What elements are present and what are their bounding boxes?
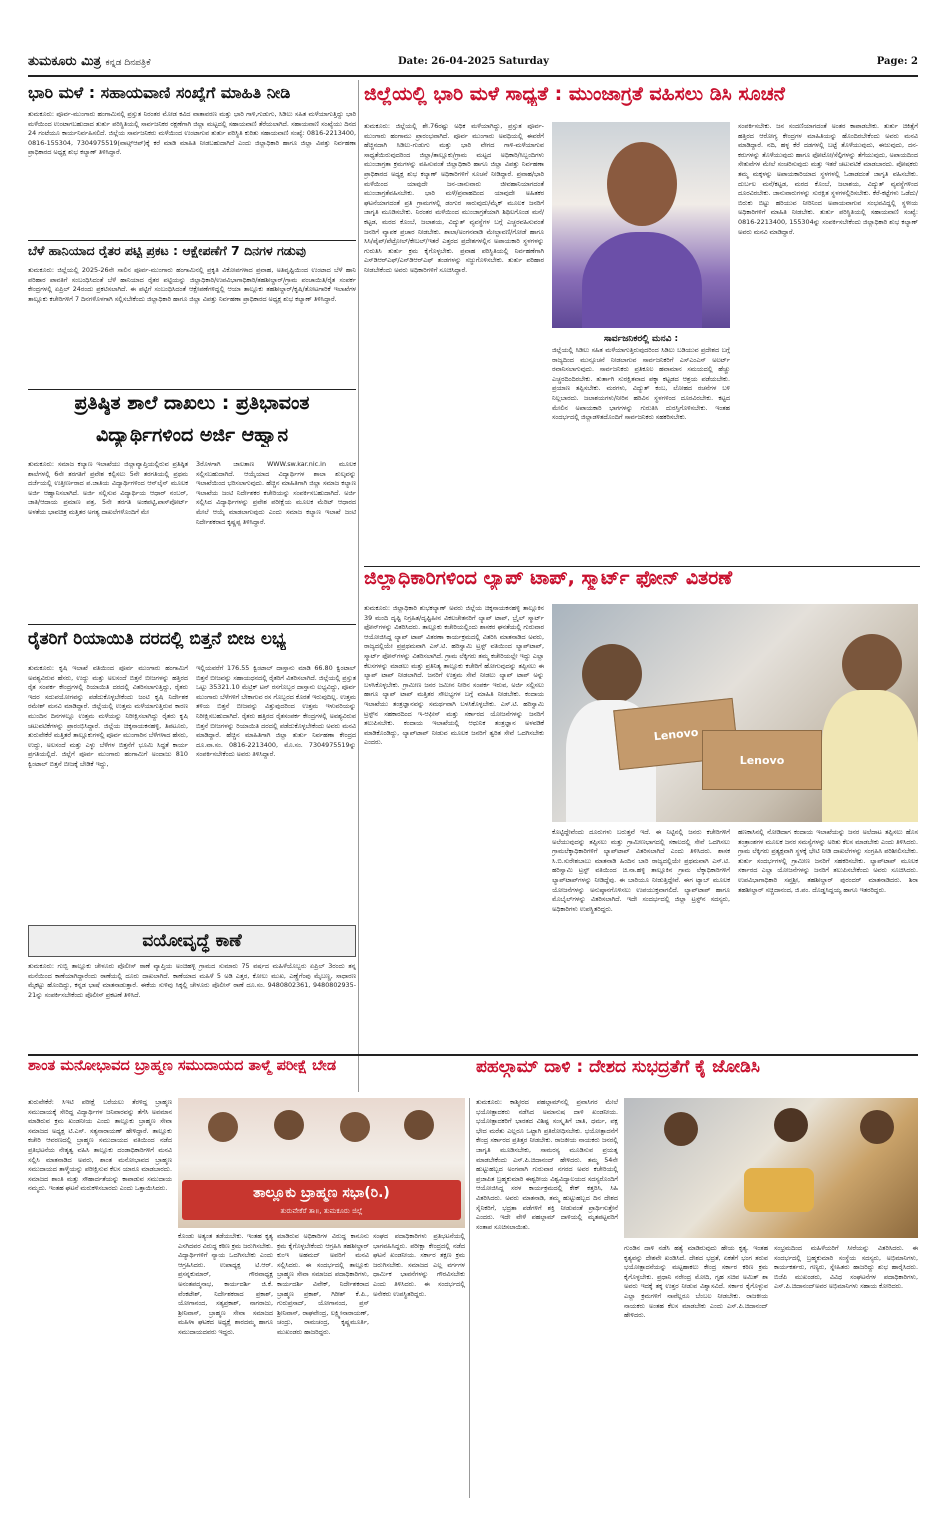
article-rain-body-col3: ಸಂಪರ್ಕಿಸಬೇಕು. ಜನ ಸಂದಣಿಯಾಗದಂತೆ ಅಂತರ ಕಾಪಾಡಬೇಕು. ತುರ್ತು ಚಿಕಿತ್ಸೆಗೆ ಹತ್ತಿರದ ಆರೋಗ್ಯ ಕೇಂದ್ರಗಳ ಮಾಹಿತಿಯನ್ನು ಹೊಂದಿರಬೇಕೆಂದು ಅವರು ಮನವಿ ಮಾಡಿದ್ದಾರೆ. ನದಿ, ಹಳ್ಳ ಕೆರೆ ದಡಗಳಲ್ಲಿ ಬಟ್ಟೆ ತೊಳೆಯುವುದು, ಈಜುವುದು, ದನ-ಕರುಗಳನ್ನು ತೊಳೆಯುವುದು ಹಾಗೂ ಫೋಟೋ/ಸೆಲ್ಫಿಗಳನ್ನು ತೆಗೆಯುವುದು, ಅಪಾಯದಿಂದ ಸೇತುವೆಗಳ ಮೇಲೆ ಸಂಚರಿಸುವುದು ಮತ್ತು ಇತರೆ ಚಟುವಟಿಕೆ ಮಾಡಬಾರದು. ಪೋಷಕರು ತಮ್ಮ ಮಕ್ಕಳನ್ನು ಅಪಾಯಕಾರಿಯಾದ ಸ್ಥಳಗಳಲ್ಲಿ ಓಡಾಡದಂತೆ ಜಾಗೃತಿ ವಹಿಸಬೇಕು. ದುರ್ಬಲ ಮನೆ/ಕಟ್ಟಡ, ಮರದ ಕೊಂಬೆ, ಜಲಾಶಯ, ವಿದ್ಯುತ್ ವ್ಯವಸ್ಥೆಗಳಿಂದ ದೂರವಿರಬೇಕು. ಜಾನುವಾರುಗಳನ್ನು ಸುರಕ್ಷಿತ ಸ್ಥಳಗಳಲ್ಲಿರಿಸಬೇಕು. ಕೆರೆ-ಕಟ್ಟೆಗಳು ಒಡೆದು/ಬಿರುಕು ಬಿಟ್ಟು ಹರಿಯುವ ನೀರಿನಿಂದ ಅಪಾಯವಾಗುವ ಸಂಭವವಿದ್ದಲ್ಲಿ ಸ್ಥಳೀಯ ಅಧಿಕಾರಿಗಳಿಗೆ ಮಾಹಿತಿ ನೀಡಬೇಕು. ತುರ್ತು ಪರಿಸ್ಥಿತಿಯಲ್ಲಿ ಸಹಾಯವಾಣಿ ಸಂಖ್ಯೆ: 0816-2213400, 155304ನ್ನು ಸಂಪರ್ಕಿಸಬೇಕೆಂದು ಜಿಲ್ಲಾಧಿಕಾರಿ ಶುಭ ಕಲ್ಯಾಣ್ ಅವರು ಮನವಿ ಮಾಡಿದ್ದಾರೆ. [738,122,918,236]
headline-rain-alert: ಜಿಲ್ಲೆಯಲ್ಲಿ ಭಾರಿ ಮಳೆ ಸಾಧ್ಯತೆ : ಮುಂಜಾಗ್ರತೆ ವಹಿಸಲು ಡಿಸಿ ಸೂಚನೆ [364,84,785,105]
article-pahalgam-body-col2: ಗುಂಡಿನ ದಾಳಿ ನಡೆಸಿ ಹತ್ಯೆ ಮಾಡಿರುವುದು ಹೇಯ ಕೃತ್ಯ. ಇಂತಹ ಕೃತ್ಯವನ್ನು ದೇಶವೇ ಖಂಡಿಸಿದೆ. ದೇಶದ ಭದ್ರತೆ, ಏಕತೆಗೆ ಭಂಗ ತರುವ ಭಯೋತ್ಪಾದನೆಯನ್ನು ಮಟ್ಟಹಾಕಲು ಕೇಂದ್ರ ಸರ್ಕಾರ ಕಠಿಣ ಕ್ರಮ ಕೈಗೊಳ್ಳಬೇಕು. ಪ್ರಧಾನಿ ನರೇಂದ್ರ ಮೋದಿ, ಗೃಹ ಸಚಿವ ಅಮಿತ್ ಶಾ ಅವರು ಇದಕ್ಕೆ ತಕ್ಕ ಉತ್ತರ ನೀಡುವ ವಿಶ್ವಾಸವಿದೆ. ಸರ್ಕಾರ ಕೈಗೊಳ್ಳುವ ಎಲ್ಲಾ ಕ್ರಮಗಳಿಗೆ ನಾವೆಲ್ಲರೂ ಬೆಂಬಲ ನೀಡಬೇಕು. ರಾಜಕೀಯ ನಾಯಕರು ಅಂತಹ ಕೆಲಸ ಮಾಡಬೇಕು ಎಂದು ಎಸ್.ಪಿ.ಚಿದಾನಂದ್ ಹೇಳಿದರು. [624,1244,768,1320]
pahalgam-event-photo [624,1098,918,1238]
photo-person-shape [860,1110,894,1144]
article-elderly-body: ತುಮಕೂರು: ಗುಬ್ಬಿ ತಾಲ್ಲೂಕು ಚೇಳೂರು ಪೊಲೀಸ್ ಠಾಣೆ ವ್ಯಾಪ್ತಿಯ ಅಂಚಿಹಳ್ಳಿ ಗ್ರಾಮದ ಸುಮಾರು 75 ವರ್ಷದ ಮಹಿಳೆಯೊಬ್ಬರು ಏಪ್ರಿಲ್ 3ರಂದು ತನ್ನ ಮನೆಯಿಂದ ಕಾಣೆಯಾಗಿದ್ದಾರೆಂದು ಠಾಣೆಯಲ್ಲಿ ದೂರು ದಾಖಲಾಗಿದೆ. ಕಾಣೆಯಾದ ಮಹಿಳೆ 5 ಅಡಿ ಎತ್ತರ, ಕೋಲು ಮುಖ, ಎಣ್ಣೆಗೆಂಪು ಮೈಬಣ್ಣ, ಸಾಧಾರಣ ಮೈಕಟ್ಟು ಹೊಂದಿದ್ದು, ಕನ್ನಡ ಭಾಷೆ ಮಾತನಾಡುತ್ತಾರೆ. ಈಕೆಯ ಸುಳಿವು ಸಿಕ್ಕಲ್ಲಿ ಚೇಳೂರು ಪೊಲೀಸ್ ಠಾಣೆ ದೂ.ಸಂ. 9480802361, 9480802935-21ನ್ನು ಸಂಪರ್ಕಿಸಬೇಕೆಂದು ಪೊಲೀಸ್ ಪ್ರಕಟಣೆ ತಿಳಿಸಿದೆ. [28,962,356,999]
article-brahmin-body-col2: ಕೊಂಡು ಅತ್ಯಂತ ತಡೆಯಬೇಕು. ಇಂತಹ ಕೃತ್ಯ ಎಸಗಿದವರ ವಿರುದ್ಧ ಕಠಿಣ ಕ್ರಮ ಜರುಗಿಸಬೇಕು. ವಿದ್ಯಾರ್ಥಿಗಳಿಗೆ ನ್ಯಾಯ ಒದಗಿಸಬೇಕು ಎಂದು ಆಗ್ರಹಿಸಿದರು. ಉಪಾಧ್ಯಕ್ಷ ಟಿ.ಆರ್. ಪ್ರಸನ್ನಕುಮಾರ್, ಗೌರವಾಧ್ಯಕ್ಷ ಅನಂತಪದ್ಮನಾಭ, ಕಾರ್ಯದರ್ಶಿ ಜಿ.ಕೆ. ವೆಂಕಟೇಶ್, ನಿರ್ದೇಶಕರಾದ ಪ್ರಕಾಶ್, ಯೋಗಾನಂದ, ಸತ್ಯಪ್ರಕಾಶ್, ನಾಗರಾಜು, ಶ್ರೀನಿವಾಸ್, ಬ್ರಾಹ್ಮಣ ಸೇವಾ ಸಮಾಜದ ಮಹಿಳಾ ಘಟಕದ ಅಧ್ಯಕ್ಷೆ ಶಾರದಮ್ಮ ಹಾಗೂ ಸಮುದಾಯದವರು ಇದ್ದರು. [178,1232,273,1336]
photo-person-shape [340,1112,370,1142]
article-brahmin-body-col3: ಮಾಡಿರುವ ಅಧಿಕಾರಿಗಳ ವಿರುದ್ಧ ಕಾನೂನು ಕ್ರಮ ಕೈಗೊಳ್ಳಬೇಕೆಂದು ಆಗ್ರಹಿಸಿ ತಹಶೀಲ್ದಾರ್ ಕುಂಇ ಅಹಮದ್ ಅವರಿಗೆ ಮನವಿ ಸಲ್ಲಿಸಿದರು. ಈ ಸಂದರ್ಭದಲ್ಲಿ ತಾಲ್ಲೂಕು ಬ್ರಾಹ್ಮಣ ಸೇವಾ ಸಮಾಜದ ಪದಾಧಿಕಾರಿಗಳು, ಕಾರ್ಯದರ್ಶಿ ವಿವೇಕ್, ನಿರ್ದೇಶಕರಾದ ಬ್ರಾಹ್ಮಣ ಪ್ರಕಾಶ್, ಗಿರೀಶ್ ಕೆ.ಪಿ., ಗುರುಪ್ರಸಾದ್, ಯೋಗಾನಂದ, ಪ್ರಸ್ ಶ್ರೀನಿವಾಸ್, ರಾಘವೇಂದ್ರ, ಲಕ್ಷ್ಮೀನಾರಾಯಣ್, ಚಂದ್ರು, ರಾಮಚಂದ್ರ, ಕೃಷ್ಣಮೂರ್ತಿ, ಮುಖಂಡರು ಹಾಜರಿದ್ದರು. [277,1232,369,1336]
column-divider [358,80,359,1092]
photo-person-shape [274,1110,304,1140]
article-brahmin-body-col1: ತುರುವೇಕೆರೆ: ಸಿಇಟಿ ಪರೀಕ್ಷೆ ಬರೆಯಲು ತೆರಳಿದ್ದ ಬ್ರಾಹ್ಮಣ ಸಮುದಾಯಕ್ಕೆ ಸೇರಿದ್ದ ವಿದ್ಯಾರ್ಥಿಗಳ ಜನಿವಾರವನ್ನು ತೆಗೆಸಿ ಅವಮಾನ ಮಾಡಿರುವ ಕ್ರಮ ಖಂಡನೀಯ ಎಂದು ತಾಲ್ಲೂಕು ಬ್ರಾಹ್ಮಣ ಸೇವಾ ಸಮಾಜದ ಅಧ್ಯಕ್ಷ ಟಿ.ಎಸ್. ಸತ್ಯನಾರಾಯಣ್ ಹೇಳಿದ್ದಾರೆ. ತಾಲ್ಲೂಕು ಕಚೇರಿ ಆವರಣದಲ್ಲಿ ಬ್ರಾಹ್ಮಣ ಸಮುದಾಯದ ವತಿಯಿಂದ ನಡೆದ ಪ್ರತಿಭಟನೆಯ ನೇತೃತ್ವ ವಹಿಸಿ ತಾಲ್ಲೂಕು ದಂಡಾಧಿಕಾರಿಗಳಿಗೆ ಮನವಿ ಸಲ್ಲಿಸಿ ಮಾತನಾಡಿದ ಅವರು, ಶಾಂತ ಮನೋಭಾವದ ಬ್ರಾಹ್ಮಣ ಸಮುದಾಯದ ತಾಳ್ಮೆಯನ್ನು ಪರೀಕ್ಷಿಸುವ ಕೆಲಸ ಯಾರೂ ಮಾಡಬಾರದು. ಸಮಾಜದ ಶಾಂತಿ ಮತ್ತು ಸೌಹಾರ್ದತೆಯನ್ನು ಕಾಪಾಡುವ ಸಮುದಾಯ ನಮ್ಮದು. ಇಂತಹ ಘಟನೆ ಮರುಕಳಿಸಬಾರದು ಎಂದು ಒತ್ತಾಯಿಸಿದರು. [28,1098,172,1193]
laptop-box-icon: Lenovo [702,730,822,790]
sabha-banner [182,1180,461,1220]
article-rule [364,566,920,567]
article-rule [28,624,356,625]
article-helpline-body: ತುಮಕೂರು: ಪೂರ್ವ-ಮುಂಗಾರು ಹಂಗಾಮಿನಲ್ಲಿ ಪ್ರಸ್ತುತ ನಿರಂತರ ಮೋಡ ಕವಿದ ವಾತಾವರಣ ಮತ್ತು ಭಾರಿ ಗಾಳಿ,ಗುಡುಗು, ಸಿಡಿಲು ಸಹಿತ ಮಳೆಯಾಗುತ್ತಿದ್ದು ಭಾರಿ ಮಳೆಯಿಂದ ಉಂಟಾಗಬಹುದಾದ ತುರ್ತು ಪರಿಸ್ಥಿತಿಯಲ್ಲಿ ಸಾರ್ವಜನಿಕರ ರಕ್ಷಣೆಗಾಗಿ ಜಿಲ್ಲಾ ಮಟ್ಟದಲ್ಲಿ ಸಹಾಯವಾಣಿ ತೆರೆಯಲಾಗಿದೆ. ಸಹಾಯವಾಣಿ ಸಂಖ್ಯೆಯು ದಿನದ 24 ಗಂಟೆಯೂ ಕಾರ್ಯನಿರ್ವಹಿಸಲಿದೆ. ಜಿಲ್ಲೆಯ ಸಾರ್ವಜನಿಕರು ಮಳೆಯಿಂದ ಉಂಟಾಗುವ ತುರ್ತು ಪರಿಸ್ಥಿತಿ ಕುರಿತು ಸಹಾಯವಾಣಿ ಸಂಖ್ಯೆ: 0816-2213400, 0816-155304, 7304975519(ವಾಟ್ಸ್‌ಆಪ್)ಕ್ಕೆ ಕರೆ ಮಾಡಿ ಮಾಹಿತಿ ನೀಡಬಹುದಾಗಿದೆ ಎಂದು ಜಿಲ್ಲಾಧಿಕಾರಿ ಹಾಗೂ ಜಿಲ್ಲಾ ವಿಪತ್ತು ನಿರ್ವಹಣಾ ಪ್ರಾಧಿಕಾರದ ಅಧ್ಯಕ್ಷ ಶುಭ ಕಲ್ಯಾಣ್ ತಿಳಿಸಿದ್ದಾರೆ. [28,110,356,157]
rain-subhead: ಸಾರ್ವಜನಿಕರಲ್ಲಿ ಮನವಿ : [603,334,679,344]
page-number: Page: 2 [876,56,918,67]
headline-pahalgam: ಪಹಲ್ಗಾಮ್ ದಾಳಿ : ದೇಶದ ಸುಭದ್ರತೆಗೆ ಕೈ ಜೋಡಿಸಿ [476,1058,760,1077]
article-brahmin-body-col4: ಸಂಘದ ಪದಾಧಿಕಾರಿಗಳು ಪ್ರತಿಭಟನೆಯಲ್ಲಿ ಭಾಗವಹಿಸಿದ್ದರು. ಪರೀಕ್ಷಾ ಕೇಂದ್ರದಲ್ಲಿ ನಡೆದ ಘಟನೆ ಖಂಡನೀಯ. ಸರ್ಕಾರ ತಕ್ಷಣ ಕ್ರಮ ಜರುಗಿಸಬೇಕು. ಸಮಾಜದ ಎಲ್ಲ ವರ್ಗಗಳ ಧಾರ್ಮಿಕ ಭಾವನೆಗಳನ್ನು ಗೌರವಿಸಬೇಕು ಎಂದು ತಿಳಿಸಿದರು. ಈ ಸಂದರ್ಭದಲ್ಲಿ ಅನೇಕರು ಉಪಸ್ಥಿತರಿದ್ದರು. [373,1232,465,1298]
photo-person-shape [404,1110,434,1140]
photo-person-shape [208,1112,238,1142]
headline-crop-loss: ಬೆಳೆ ಹಾನಿಯಾದ ರೈತರ ಪಟ್ಟಿ ಪ್ರಕಟ : ಆಕ್ಷೇಪಣೆಗೆ 7 ದಿನಗಳ ಗಡುವು [28,244,306,258]
photo-face-shape [607,142,677,226]
headline-laptop: ಜಿಲ್ಲಾಧಿಕಾರಿಗಳಿಂದ ಲ್ಯಾಪ್ ಟಾಪ್, ಸ್ಮಾರ್ಟ್ ಫೋನ್ ವಿತರಣೆ [364,568,733,589]
photo-person-shape [582,644,642,704]
article-rule [28,240,356,241]
masthead-title [28,54,150,69]
article-laptop-body-col1: ತುಮಕೂರು: ಜಿಲ್ಲಾಧಿಕಾರಿ ಶುಭಕಲ್ಯಾಣ್ ಅವರು ಜಿಲ್ಲೆಯ ಚಿಕ್ಕನಾಯಕನಹಳ್ಳಿ ತಾಲ್ಲೂಕಿನ 39 ಮಂದಿ ದೃಷ್ಟಿ ನಿಗ್ರಹಿತ/ದೃಷ್ಟಿಹೀನ ವಿಕಲಚೇತನರಿಗೆ ಲ್ಯಾಪ್ ಟಾಪ್, ಬ್ರೈಲ್ ಸ್ಮಾರ್ಟ್ ಫೋನ್‌ಗಳನ್ನು ವಿತರಿಸಿದರು. ತಾಲ್ಲೂಕು ಕಚೇರಿಯಲ್ಲಿಂದು ಶಾಸಕರ ಘನತೆಯಲ್ಲಿ ಗುರುವಾರ ಆಯೋಜಿಸಿದ್ದ ಲ್ಯಾಪ್ ಟಾಪ್ ವಿತರಣಾ ಕಾರ್ಯಕ್ರಮದಲ್ಲಿ ವಿತರಿಸಿ ಮಾತನಾಡಿದ ಅವರು, ರಾಜ್ಯದಲ್ಲಿಯೇ ಪ್ರಪ್ರಥಮವಾಗಿ ಎಸ್.ಟಿ. ಹರಿಸ್ವಾಮಿ ಟ್ರಸ್ಟ್ ವತಿಯಿಂದ ಲ್ಯಾಪ್‌ಟಾಪ್, ಸ್ಮಾರ್ಟ್ ಫೋನ್‌ಗಳನ್ನು ವಿತರಿಸಲಾಗಿದೆ. ಗ್ರಾಮ ಲೆಕ್ಕಿಗರು ತಮ್ಮ ಕಚೇರಿಯಲ್ಲೇ ಇದ್ದು ಎಲ್ಲಾ ಕೆಲಸಗಳನ್ನು ಮಾಡಲು ಮತ್ತು ಪ್ರತಿನಿತ್ಯ ತಾಲ್ಲೂಕು ಕಚೇರಿಗೆ ಹೋಗುವುದನ್ನು ತಪ್ಪಿಸಲು ಈ ಲ್ಯಾಪ್ ಟಾಪ್ ನೀಡಲಾಗಿದೆ. ಜನರಿಗೆ ಉತ್ತಮ ಸೇವೆ ನೀಡಲು ಲ್ಯಾಪ್ ಟಾಪ್ ಅನ್ನು ಬಳಸಿಕೊಳ್ಳಬೇಕು. ಗ್ರಾಮೀಣ ಜನರ ಜಮೀನ ನೀರಿನ ಸಂಪರ್ಕ ಇರುವ, ಅರ್ಜಿ ಸಲ್ಲಿಸಲು ಹಾಗೂ ಲ್ಯಾಪ್ ಟಾಪ್ ಮತ್ತಿತರ ಸೌಲಭ್ಯಗಳ ಬಗ್ಗೆ ಮಾಹಿತಿ ನೀಡಬೇಕು. ಕಂದಾಯ ಇಲಾಖೆಯು ತಂತ್ರಜ್ಞಾನವನ್ನು ಸಮರ್ಥವಾಗಿ ಬಳಸಿಕೊಳ್ಳಬೇಕು. ಎಸ್.ಟಿ. ಹರಿಸ್ವಾಮಿ ಟ್ರಸ್ಟ್‌ನ ಸಹಕಾರದಿಂದ ಇ-ಆಫೀಸ್ ಮತ್ತು ಸರ್ಕಾರದ ಯೋಜನೆಗಳನ್ನು ಜನರಿಗೆ ತಲುಪಿಸಬೇಕು. ಕಂದಾಯ ಇಲಾಖೆಯಲ್ಲಿ ಆಧುನಿಕ ತಂತ್ರಜ್ಞಾನ ಅಳವಡಿಕೆ ಮಾಡಿಕೊಂಡಿದ್ದು, ಲ್ಯಾಪ್‌ಟಾಪ್ ನೀಡುವ ಮೂಲಕ ಜನರಿಗೆ ತ್ವರಿತ ಸೇವೆ ಒದಗಿಸಬೇಕು ಎಂದರು. [364,604,544,747]
article-crop-loss-body: ತುಮಕೂರು: ಜಿಲ್ಲೆಯಲ್ಲಿ 2025-26ನೇ ಸಾಲಿನ ಪೂರ್ವ-ಮುಂಗಾರು ಹಂಗಾಮಿನಲ್ಲಿ ಪ್ರಕೃತಿ ವಿಕೋಪಗಳಾದ ಪ್ರವಾಹ, ಅತಿವೃಷ್ಟಿಯಿಂದ ಉಂಟಾದ ಬೆಳೆ ಹಾನಿ ಪರಿಹಾರ ಪಾವತಿಗೆ ಸಂಬಂಧಿಸಿದಂತೆ ಬೆಳೆ ಹಾನಿಯಾದ ರೈತರ ಪಟ್ಟಿಯನ್ನು ಜಿಲ್ಲಾಧಿಕಾರಿ/ಉಪವಿಭಾಗಾಧಿಕಾರಿ/ತಹಶೀಲ್ದಾರ್/ಗ್ರಾಮ ಪಂಚಾಯಿತಿ/ರೈತ ಸಂಪರ್ಕ ಕೇಂದ್ರಗಳಲ್ಲಿ ಏಪ್ರಿಲ್ 24ರಂದು ಪ್ರಕಟಿಸಲಾಗಿದೆ. ಈ ಪಟ್ಟಿಗೆ ಸಂಬಂಧಿಸಿದಂತೆ ಆಕ್ಷೇಪಣೆಗಳಿದ್ದಲ್ಲಿ ಆಯಾ ತಾಲ್ಲೂಕು ತಹಶೀಲ್ದಾರ್/ಕೃಷಿ/ತೋಟಗಾರಿಕೆ ಇಲಾಖೆಗಳ ತಾಲ್ಲೂಕು ಕಚೇರಿಗಳಿಗೆ 7 ದಿನಗಳೊಳಗಾಗಿ ಸಲ್ಲಿಸಬೇಕೆಂದು ಜಿಲ್ಲಾಧಿಕಾರಿ ಹಾಗೂ ಜಿಲ್ಲಾ ವಿಪತ್ತು ನಿರ್ವಹಣಾ ಪ್ರಾಧಿಕಾರದ ಅಧ್ಯಕ್ಷ ಶುಭ ಕಲ್ಯಾಣ್ ತಿಳಿಸಿದ್ದಾರೆ. [28,266,356,303]
article-laptop-body-col3: ಹಣಕಾಸಿನಲ್ಲಿ ನೋಡಿದಾಗ ಕಂದಾಯ ಇಲಾಖೆಯನ್ನು ಜನರ ಅಲೆದಾಟ ತಪ್ಪಿಸಲು ಹೊಸ ತಂತ್ರಾಂಶಗಳ ಮೂಲಕ ಜನರ ಸಮಸ್ಯೆಗಳನ್ನು ಅರಿತು ಕೆಲಸ ಮಾಡಬೇಕು ಎಂದು ತಿಳಿಸಿದರು. ಗ್ರಾಮ ಲೆಕ್ಕಿಗರು ಪ್ರತ್ಯಕ್ಷವಾಗಿ ಸ್ಥಳಕ್ಕೆ ಭೇಟಿ ನೀಡಿ ದಾಖಲೆಗಳನ್ನು ಸಂಗ್ರಹಿಸಿ ಪರಿಶೀಲಿಸಬೇಕು. ತುರ್ತು ಸಂದರ್ಭಗಳಲ್ಲಿ ಗ್ರಾಮೀಣ ಜನರಿಗೆ ಸಹಕರಿಸಬೇಕು. ಲ್ಯಾಪ್‌ಟಾಪ್ ಮೂಲಕ ಸರ್ಕಾರದ ಎಲ್ಲಾ ಯೋಜನೆಗಳನ್ನು ಜನರಿಗೆ ತಲುಪಿಸಬೇಕೆಂದು ಅವರು ಸೂಚಿಸಿದರು. ಉಪವಿಭಾಗಾಧಿಕಾರಿ ಸಪ್ತಶ್ರೀ, ತಹಶೀಲ್ದಾರ್ ಪುರಂದರ್ ಮಾತನಾಡಿದರು. ಶಿರಾ ತಹಶೀಲ್ದಾರ್ ಸಚ್ಚಿದಾನಂದ, ಜಿ.ಪಂ. ದೊಡ್ಡಸಿದ್ದಯ್ಯ ಹಾಗೂ ಇತರರಿದ್ದರು. [738,828,918,894]
masthead [28,54,918,74]
sabha-banner-title: ತಾಲ್ಲೂಕು ಬ್ರಾಹ್ಮಣ ಸಭಾ(ರಿ.) [253,1185,390,1201]
sabha-banner-subtitle: ತುರುವೇಕೆರೆ ತಾ॥, ತುಮಕೂರು ಜಿಲ್ಲೆ [280,1207,363,1215]
article-rule [28,389,356,390]
article-seeds-body-col2: ಇಲ್ಲಿಯವರೆಗೆ 176.55 ಕ್ವಿಂಟಾಲ್ ದಾಸ್ತಾನು ಮಾಡಿ 66.80 ಕ್ವಿಂಟಾಲ್ ಬಿತ್ತನೆ ಬೀಜವನ್ನು ಸಹಾಯಧನದಲ್ಲಿ ರೈತರಿಗೆ ವಿತರಿಸಲಾಗಿದೆ. ಜಿಲ್ಲೆಯಲ್ಲಿ ಪ್ರಸ್ತುತ ಒಟ್ಟು 35321.10 ಮೆಟ್ರಿಕ್ ಟನ್ ರಸಗೊಬ್ಬರ ದಾಸ್ತಾನು ಲಭ್ಯವಿದ್ದು, ಪೂರ್ವ ಮುಂಗಾರು ಬೆಳೆಗಳಿಗೆ ಬೇಕಾಗುವ ರಸ ಗೊಬ್ಬರದ ಕೊರತೆ ಇರುವುದಿಲ್ಲ. ಉತ್ತಮ ತಳಿಯ ಬಿತ್ತನೆ ಬೀಜವನ್ನು ವಿತ್ತುವುದರಿಂದ ಉತ್ತಮ ಇಳುವರಿಯನ್ನು ನಿರೀಕ್ಷಿಸಬಹುದಾಗಿದೆ. ರೈತರು ಹತ್ತಿರದ ರೈತಸಂಪರ್ಕ ಕೇಂದ್ರಗಳಲ್ಲಿ ಅವಶ್ಯವಿರುವ ಬಿತ್ತನೆ ಬೀಜಗಳನ್ನು ರಿಯಾಯಿತಿ ದರದಲ್ಲಿ ಪಡೆದುಕೊಳ್ಳಬೇಕೆಂದು ಅವರು ಮನವಿ ಮಾಡಿದ್ದಾರೆ. ಹೆಚ್ಚಿನ ಮಾಹಿತಿಗಾಗಿ ಜಿಲ್ಲಾ ತುರ್ತು ನಿರ್ವಹಣಾ ಕೇಂದ್ರದ ದೂ.ವಾ.ಸಂ. 0816-2213400, ಮೊ.ಸಂ. 7304975519ನ್ನು ಸಂಪರ್ಕಿಸಬೇಕೆಂದು ಅವರು ತಿಳಿಸಿದ್ದಾರೆ. [196,664,356,759]
photo-gift-shape [744,1168,814,1212]
article-pahalgam-body-col3: ಸಂಭ್ರಮದಿಂದ ಮಹಿಳೆಯರಿಗೆ ಸೀರೆಯನ್ನು ವಿತರಿಸಿದರು. ಈ ಸಂದರ್ಭದಲ್ಲಿ ಬ್ರಹ್ಮಕುಮಾರಿ ಸಂಸ್ಥೆಯ ಸದಸ್ಯರು, ಅಭಿಮಾನಿಗಳು, ಕಾರ್ಯಕರ್ತರು, ಗಣ್ಯರು, ಸ್ನೇಹಿತರು ಹಾಜರಿದ್ದು ಶುಭ ಹಾರೈಸಿದರು. ಬಿಜೆಪಿ ಮುಖಂಡರು, ವಿವಿಧ ಸಂಘಟನೆಗಳ ಪದಾಧಿಕಾರಿಗಳು, ಎಸ್.ಪಿ.ಚಿದಾನಂದ್‌ಅವರ ಅಭಿಮಾನಿಗಳು ಸಹಾಯ ಕೋರಿದರು. [774,1244,918,1291]
article-rain-body-col1: ತುಮಕೂರು: ಜಿಲ್ಲೆಯಲ್ಲಿ ಶೇ.76ರಷ್ಟು ಅಧಿಕ ಮಳೆಯಾಗಿದ್ದು, ಪ್ರಸ್ತುತ ಪೂರ್ವ-ಮುಂಗಾರು ಹಂಗಾಮು ಪ್ರಾರಂಭವಾಗಿದೆ. ಪೂರ್ವ ಮುಂಗಾರು ಅವಧಿಯಲ್ಲಿ ಈವರೆಗೆ ಹೆಚ್ಚಿನದಾಗಿ ಸಿಡಿಲು-ಗುಡುಗು ಮತ್ತು ಭಾರಿ ವೇಗದ ಗಾಳಿ-ಮಳೆಯಾಗುವ ಸಾಧ್ಯತೆಯಿರುವುದರಿಂದ ಜಿಲ್ಲಾ/ತಾಲ್ಲೂಕು/ಗ್ರಾಮ ಮಟ್ಟದ ಅಧಿಕಾರಿ/ಸಿಬ್ಬಂದಿಗಳು ಮುಂಜಾಗ್ರತಾ ಕ್ರಮಗಳನ್ನು ವಹಿಸುವಂತೆ ಜಿಲ್ಲಾಧಿಕಾರಿ ಹಾಗೂ ಜಿಲ್ಲಾ ವಿಪತ್ತು ನಿರ್ವಹಣಾ ಪ್ರಾಧಿಕಾರದ ಅಧ್ಯಕ್ಷ ಶುಭ ಕಲ್ಯಾಣ್ ಅಧಿಕಾರಿಗಳಿಗೆ ಸೂಚನೆ ನೀಡಿದ್ದಾರೆ. ಪ್ರವಾಹ/ಭಾರಿ ಮಳೆಯಿಂದ ಯಾವುದೇ ಜನ-ಜಾನುವಾರು ಜೀವಹಾನಿಯಾಗದಂತೆ ಮುಂಜಾಗ್ರತೆವಹಿಸಬೇಕು. ಭಾರಿ ಮಳೆ/ಪ್ರವಾಹದಿಂದ ಯಾವುದೇ ಅಹಿತಕರ ಘಟನೆಯಾಗದಂತೆ ಪ್ರತಿ ಗ್ರಾಮಗಳಲ್ಲಿ ಡಂಗುರ ಸಾರುವುದು/ಮೈಕ್ ಮೂಲಕ ಜನರಿಗೆ ಜಾಗೃತಿ ಮೂಡಿಸಬೇಕು. ನಿರಂತರ ಮಳೆಯಿಂದ ಮುಂಜಾಗ್ರತೆಯಾಗಿ ಶಿಥಿಲಗೊಂಡ ಮನೆ/ಕಟ್ಟಡ, ಮರದ ಕೊಂಬೆ, ಜಲಾಶಯ, ವಿದ್ಯುತ್ ವ್ಯವಸ್ಥೆಗಳ ಬಗ್ಗೆ ಎಚ್ಚರವಹಿಸುವಂತೆ ಜನರಿಗೆ ವ್ಯಾಪಕ ಪ್ರಚಾರ ನೀಡಬೇಕು. ಶಾಲಾ/ಅಂಗನವಾಡಿ ಮೇಲ್ಛಾವಣಿ/ಗೋಡೆ ಹಾಗೂ ಸಿಸಿ/ಪೈಪ್/ಪೆಟ್ರೋಲ್/ಕೇಬಲ್/ಇತರೆ ಎತ್ತರದ ಪ್ರದೇಶಗಳಲ್ಲಿನ ಅಪಾಯಕಾರಿ ಸ್ಥಳಗಳನ್ನು ಗುರುತಿಸಿ ತುರ್ತು ಕ್ರಮ ಕೈಗೊಳ್ಳಬೇಕು. ಪ್ರವಾಹ ಪರಿಸ್ಥಿತಿಯಲ್ಲಿ ನಿರ್ವಹಣೆಗಾಗಿ ಎಸ್‌ಡಿಆರ್‌ಎಫ್/ಎನ್‌ಡಿಆರ್‌ಎಫ್ ತಂಡಗಳನ್ನು ಸಜ್ಜುಗೊಳಿಸಬೇಕು. ತುರ್ತು ಪರಿಹಾರ ನೀಡಬೇಕೆಂದು ಅವರು ಅಧಿಕಾರಿಗಳಿಗೆ ಸೂಚಿಸಿದ್ದಾರೆ. [364,122,544,274]
photo-person-shape [822,690,918,822]
article-laptop-body-col2: ಕೊಟ್ಟಿದ್ದೇವೆಂದು ದೂರುಗಳು ಬರುತ್ತವೆ ಇದೆ. ಈ ನಿಟ್ಟಿನಲ್ಲಿ ಜನರು ಕಚೇರಿಗಳಿಗೆ ಅಲೆಯುವುದನ್ನು ತಪ್ಪಿಸಲು ಮತ್ತು ಗ್ರಾಮೀಣಭಾಗದಲ್ಲಿ ಸಕಾಲದಲ್ಲಿ ಸೇವೆ ಒದಗಿಸಲು ಗ್ರಾಮಲೆಕ್ಕಾಧಿಕಾರಿಗಳಿಗೆ ಲ್ಯಾಪ್‌ಟಾಪ್ ವಿತರಿಸಲಾಗಿದೆ ಎಂದು ತಿಳಿಸಿದರು. ಶಾಸಕ ಸಿ.ಬಿ.ಸುರೇಶಬಾಬು ಮಾತನಾಡಿ ಹಿಂದಿನ ಬಾರಿ ರಾಜ್ಯದಲ್ಲಿಯೇ ಪ್ರಥಮವಾಗಿ ಎಸ್.ಟಿ. ಹರಿಸ್ವಾಮಿ ಟ್ರಸ್ಟ್ ವತಿಯಿಂದ ಚಿ.ನಾ.ಹಳ್ಳಿ ತಾಲ್ಲೂಕಿನ ಗ್ರಾಮ ಲೆಕ್ಕಾಧಿಕಾರಿಗಳಿಗೆ ಲ್ಯಾಪ್‌ಟಾಪ್‌ಗಳನ್ನು ನೀಡಿದ್ದೆವು. ಈ ಬಾರಿಯೂ ನೀಡುತ್ತಿದ್ದೇವೆ. ಈಗ ಟ್ಯಾಬ್ ಮೂಲಕ ಯೋಜನೆಗಳನ್ನು ಅನುಷ್ಠಾನಗೊಳಿಸಲು ಉಪಯುಕ್ತವಾಗಲಿದೆ. ಲ್ಯಾಪ್‌ಟಾಪ್ ಹಾಗೂ ಮೊಬೈಲ್‌ಗಳನ್ನು ವಿತರಿಸಲಾಗಿದೆ. ಇದೇ ಸಂದರ್ಭದಲ್ಲಿ ಜಿಲ್ಲಾ ಟ್ರಸ್ಟ್‌ನ ಸದಸ್ಯರು, ಅಧಿಕಾರಿಗಳು ಉಪಸ್ಥಿತರಿದ್ದರು. [552,828,730,913]
photo-person-shape [664,1112,698,1146]
headline-school-admission-2: ವಿದ್ಯಾರ್ಥಿಗಳಿಂದ ಅರ್ಜಿ ಆಹ್ವಾನ [95,425,289,446]
headline-helpline: ಭಾರಿ ಮಳೆ : ಸಹಾಯವಾಣಿ ಸಂಖ್ಯೆಗೆ ಮಾಹಿತಿ ನೀಡಿ [28,84,291,102]
article-school-body-col1: ತುಮಕೂರು: ಸಮಾಜ ಕಲ್ಯಾಣ ಇಲಾಖೆಯು ಜಿಲ್ಲಾವ್ಯಾಪ್ತಿಯಲ್ಲಿರುವ ಪ್ರತಿಷ್ಠಿತ ಶಾಲೆಗಳಲ್ಲಿ 6ನೇ ತರಗತಿಗೆ ಪ್ರವೇಶ ಕಲ್ಪಿಸಲು 5ನೇ ತರಗತಿಯಲ್ಲಿ ಪ್ರಥಮ ದರ್ಜೆಯಲ್ಲಿ ಉತ್ತೀರ್ಣರಾದ ಪ.ಜಾತಿಯ ವಿದ್ಯಾರ್ಥಿಗಳಿಂದ ಆನ್‌ಲೈನ್ ಮೂಲಕ ಅರ್ಜಿ ಆಹ್ವಾನಿಸಲಾಗಿದೆ. ಅರ್ಜಿ ಸಲ್ಲಿಸುವ ವಿದ್ಯಾರ್ಥಿಯ ಆಧಾರ್ ನಂಬರ್, ಜಾತಿ/ಆದಾಯ ಪ್ರಮಾಣ ಪತ್ರ, 5ನೇ ತರಗತಿ ಅಂಕಪಟ್ಟಿ,ಪಾಸ್‌ಪೋರ್ಟ್ ಅಳತೆಯ ಭಾವಚಿತ್ರ ಮತ್ತಿತರ ಅಗತ್ಯ ದಾಖಲೆಗಳೊಂದಿಗೆ ಮೇ [28,460,188,516]
photo-person-shape [842,634,902,694]
section-rule [28,1054,918,1056]
article-school-body-col2: 3ರೊಳಗಾಗಿ ಜಾಲತಾಣ WWW.sw.kar.nic.in ಮೂಲಕ ಸಲ್ಲಿಸಬಹುದಾಗಿದೆ. ಆಯ್ಕೆಯಾದ ವಿದ್ಯಾರ್ಥಿಗಳ ಶಾಲಾ ಶುಲ್ಕವನ್ನು ಇಲಾಖೆಯಿಂದ ಭರಿಸಲಾಗುವುದು. ಹೆಚ್ಚಿನ ಮಾಹಿತಿಗಾಗಿ ಜಿಲ್ಲಾ ಸಮಾಜ ಕಲ್ಯಾಣ ಇಲಾಖೆಯ ಜಂಟಿ ನಿರ್ದೇಶಕರ ಕಚೇರಿಯನ್ನು ಸಂಪರ್ಕಿಸಬಹುದಾಗಿದೆ. ಅರ್ಜಿ ಸಲ್ಲಿಸಿದ ವಿದ್ಯಾರ್ಥಿಗಳನ್ನು ಪ್ರವೇಶ ಪರೀಕ್ಷೆಯ ಮೂಲಕ ಮೆರಿಟ್ ಆಧಾರದ ಮೇಲೆ ಆಯ್ಕೆ ಮಾಡಲಾಗುವುದು ಎಂದು ಸಮಾಜ ಕಲ್ಯಾಣ ಇಲಾಖೆ ಜಂಟಿ ನಿರ್ದೇಶಕರಾದ ಕೃಷ್ಣಪ್ಪ ತಿಳಿಸಿದ್ದಾರೆ. [196,460,356,526]
photo-body-shape [582,232,702,328]
laptop-box-icon: Lenovo [613,698,739,770]
paper-name: ತುಮಕೂರು ಮಿತ್ರ [28,54,101,69]
headline-seeds: ರೈತರಿಗೆ ರಿಯಾಯಿತಿ ದರದಲ್ಲಿ ಬಿತ್ತನೆ ಬೀಜ ಲಭ್ಯ [28,630,286,649]
headline-brahmin: ಶಾಂತ ಮನೋಭಾವದ ಬ್ರಾಹ್ಮಣ ಸಮುದಾಯದ ತಾಳ್ಮೆ ಪರೀಕ್ಷೆ ಬೇಡ [28,1058,337,1074]
headline-school-admission-1: ಪ್ರತಿಷ್ಠಿತ ಶಾಲೆ ದಾಖಲು : ಪ್ರತಿಭಾವಂತ [74,393,310,414]
collector-photo [552,122,730,328]
article-pahalgam-body-col1: ತುಮಕೂರು: ಕಾಶ್ಮೀರದ ಪಹಲ್ಗಾಮ್‌ನಲ್ಲಿ ಪ್ರವಾಸಿಗರ ಮೇಲೆ ಭಯೋತ್ಪಾದಕರು ನಡೆಸಿದ ಅಮಾನುಷ ದಾಳಿ ಖಂಡನೀಯ. ಭಯೋತ್ಪಾದಕರಿಗೆ ಭಾರತದ ವಿಶಿಷ್ಟ ಸಂಸ್ಕೃತಿಗೆ ಜಾತಿ, ಧರ್ಮ, ಪಕ್ಷ ಭೇದ ಮರೆತು ಎಲ್ಲರೂ ಒಟ್ಟಾಗಿ ಪ್ರತಿರೋಧಿಸಬೇಕು. ಭಯೋತ್ಪಾದನೆಗೆ ಕೇಂದ್ರ ಸರ್ಕಾರದ ಪ್ರತಿತ್ತರ ನೀಡಬೇಕು. ರಾಜಕೀಯ ನಾಯಕರು ಜನರಲ್ಲಿ ಜಾಗೃತಿ ಮೂಡಿಸಬೇಕು, ಸಾಮರಸ್ಯ ಮೂಡಿಸುವ ಪ್ರಯತ್ನ ಮಾಡಬೇಕೆಂದು ಎಸ್.ಪಿ.ಚಿದಾನಂದ್ ಹೇಳಿದರು. ತಮ್ಮ 54ನೇ ಹುಟ್ಟುಹಬ್ಬದ ಅಂಗವಾಗಿ ಗುರುವಾರ ನಗರದ ಅವರ ಕಚೇರಿಯಲ್ಲಿ ಪ್ರಜಾಪಿತ ಬ್ರಹ್ಮಕುಮಾರಿ ಈಶ್ವರೀಯ ವಿಶ್ವವಿದ್ಯಾಲಯದ ಸದಸ್ಯರೊಂದಿಗೆ ಆಯೋಜಿಸಿದ್ದ ಸರಳ ಕಾರ್ಯಕ್ರಮದಲ್ಲಿ ಕೇಕ್ ಕತ್ತರಿಸಿ, ಸಿಹಿ ವಿತರಿಸಿದರು. ಅವರು ಮಾತನಾಡಿ, ತಮ್ಮ ಹುಟ್ಟುಹಬ್ಬದ ದಿನ ದೇಶದ ಸೈನಿಕರಿಗೆ, ಭದ್ರತಾ ಪಡೆಗಳಿಗೆ ಶಕ್ತಿ ನೀಡುವಂತೆ ಪ್ರಾರ್ಥಿಸುತ್ತೇನೆ ಎಂದರು. ಇದೇ ವೇಳೆ ಪಹಲ್ಗಾಮ್ ದಾಳಿಯಲ್ಲಿ ಮೃತಪಟ್ಟವರಿಗೆ ಸಂತಾಪ ಸೂಚಿಸಲಾಯಿತು. [476,1098,618,1231]
masthead-rule [28,75,918,77]
headline-elderly: ವಯೋವೃದ್ಧೆ ಕಾಣೆ [28,925,356,957]
issue-date: Date: 26-04-2025 Saturday [398,56,549,67]
article-seeds-body-col1: ತುಮಕೂರು: ಕೃಷಿ ಇಲಾಖೆ ವತಿಯಿಂದ ಪೂರ್ವ ಮುಂಗಾರು ಹಂಗಾಮಿಗೆ ಅವಶ್ಯವಿರುವ ಹೆಸರು, ಉದ್ದು ಮತ್ತು ಅಲಸಂದೆ ಬಿತ್ತನೆ ಬೀಜಗಳನ್ನು ಹತ್ತಿರದ ರೈತ ಸಂಪರ್ಕ ಕೇಂದ್ರಗಳಲ್ಲಿ ರಿಯಾಯಿತಿ ದರದಲ್ಲಿ ವಿತರಿಸಲಾಗುತ್ತಿದ್ದು, ರೈತರು ಇದರ ಸದುಪಯೋಗವನ್ನು ಪಡೆದುಕೊಳ್ಳಬೇಕೆಂದು ಜಂಟಿ ಕೃಷಿ ನಿರ್ದೇಶಕ ರಮೇಶ್ ಮನವಿ ಮಾಡಿದ್ದಾರೆ. ಜಿಲ್ಲೆಯಲ್ಲಿ ಉತ್ತಮ ಮಳೆಯಾಗುತ್ತಿರುವ ಕಾರಣ ಮುಂದಿನ ದಿನಗಳಲ್ಲೂ ಉತ್ತಮ ಮಳೆಯನ್ನು ನಿರೀಕ್ಷಿಸಲಾಗಿದ್ದು ರೈತರು ಕೃಷಿ ಚಟುವಟಿಕೆಗಳನ್ನು ಪ್ರಾರಂಭಿಸಿದ್ದಾರೆ. ಜಿಲ್ಲೆಯ ಚಿಕ್ಕನಾಯಕನಹಳ್ಳಿ, ತಿಪಟೂರು, ತುರುವೇಕೆರೆ ಮತ್ತಿತರೆ ತಾಲ್ಲೂಕುಗಳಲ್ಲಿ ಪೂರ್ವ ಮುಂಗಾರಿನ ಬೆಳೆಗಳಾದ ಹೆಸರು, ಉದ್ದು, ಅಲಸಂದೆ ಮತ್ತು ಎಳ್ಳು ಬೆಳೆಗಳ ಬಿತ್ತನೆಗೆ ಭೂಮಿ ಸಿದ್ಧತೆ ಕಾರ್ಯ ಪ್ರಗತಿಯಲ್ಲಿದೆ. ಜಿಲ್ಲೆಗೆ ಪೂರ್ವ ಮುಂಗಾರು ಹಂಗಾಮಿಗೆ ಅಂದಾಜು 810 ಕ್ವಿಂಟಾಲ್ ಬಿತ್ತನೆ ಬೀಜಕ್ಕೆ ಬೇಡಿಕೆ ಇದ್ದು, [28,664,188,768]
column-divider [469,1098,470,1498]
laptop-distribution-photo [552,604,918,822]
photo-person-shape [774,1108,808,1142]
article-rain-body-col2: ಜಿಲ್ಲೆಯಲ್ಲಿ ಸಿಡಿಲು ಸಹಿತ ಮಳೆಯಾಗುತ್ತಿರುವುದರಿಂದ ಸಿಡಿಲು ಬಡಿಯುವ ಪ್ರದೇಶದ ಬಗ್ಗೆ ರಾಜ್ಯದಿಂದ ಮುನ್ಸೂಚನೆ ನೀಡಲಾಗುವ ಸಾರ್ವಜನಿಕರಿಗೆ ಎಸ್‌ಎಂಎಸ್ ಅಲರ್ಟ್ ರವಾನಿಸಲಾಗುವುದು. ಸಾರ್ವಜನಿಕರು ಪ್ರತಿಕೂಲ ಹವಾಮಾನ ಸಮಯದಲ್ಲಿ ಹೆಚ್ಚು ಎಚ್ಚರದಿಂದಿರಬೇಕು. ತುರ್ತಾಗಿ ಸುರಕ್ಷಿತವಾದ ಪಕ್ಕಾ ಕಟ್ಟಡದ ಆಶ್ರಯ ಪಡೆಯಬೇಕು. ಪ್ರಯಾಣ ತಪ್ಪಿಸಬೇಕು. ಮರಗಳು, ವಿದ್ಯುತ್ ಕಂಬ, ಲೋಹದ ರಚನೆಗಳ ಬಳಿ ನಿಲ್ಲಬಾರದು. ಜಲಾಶಯಗಳು/ನೀರಿನ ಹರಿವಿನ ಸ್ಥಳಗಳಿಂದ ದೂರವಿರಬೇಕು. ಕಟ್ಟದ ಮೇಲಿನ ಅಪಾಯಕಾರಿ ಭಾಗಗಳನ್ನು ಗುರುತಿಸಿ ದುರಸ್ತಿಗೊಳಿಸಬೇಕು. ಇಂತಹ ಸಂದರ್ಭದಲ್ಲಿ ಜಿಲ್ಲಾಡಳಿತದೊಂದಿಗೆ ಸಾರ್ವಜನಿಕರು ಸಹಕರಿಸಬೇಕು. [552,346,730,422]
paper-tagline: ಕನ್ನಡ ದಿನಪತ್ರಿಕೆ [105,58,151,68]
